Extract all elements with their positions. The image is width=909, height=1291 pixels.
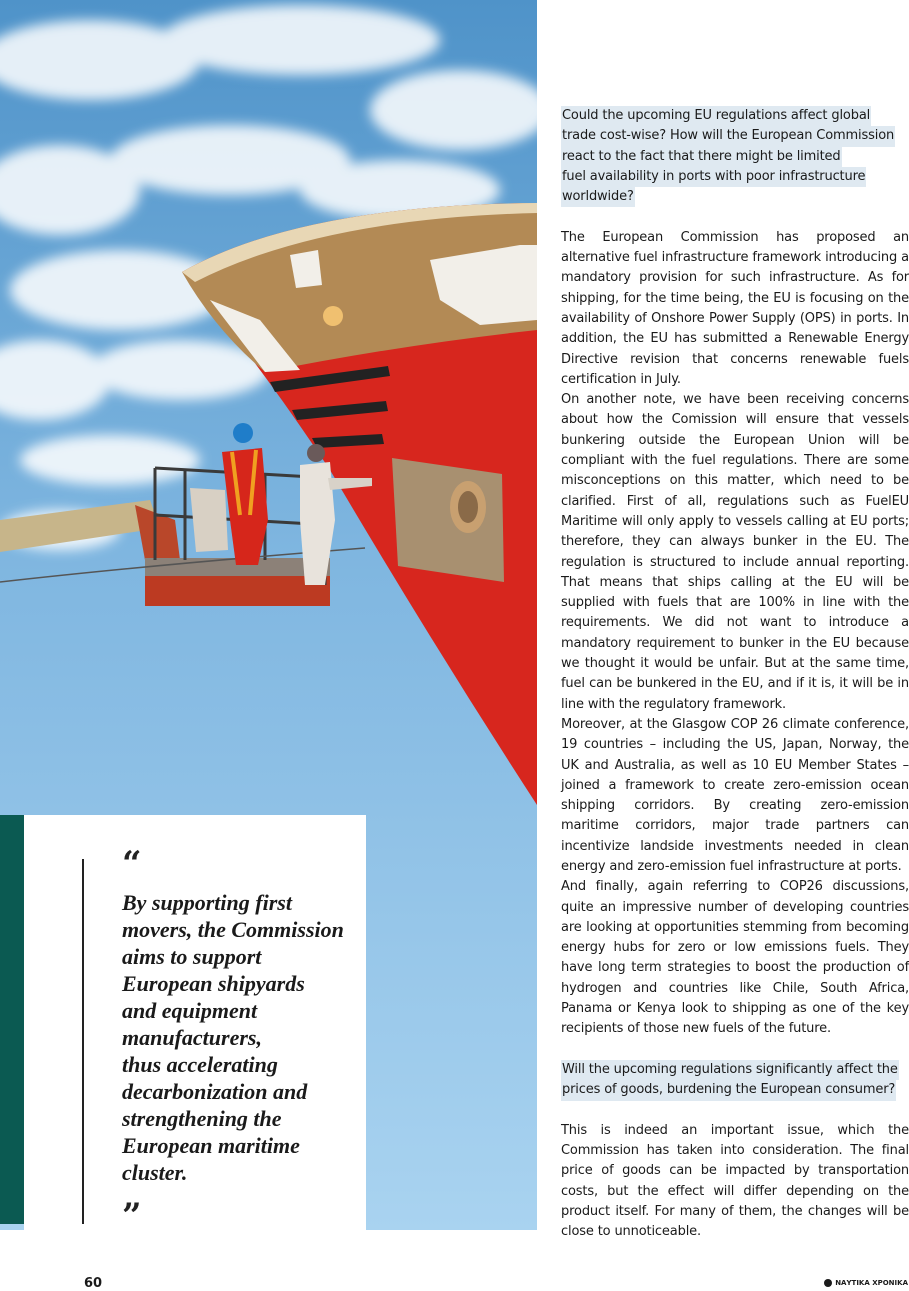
quote-rule <box>82 859 84 1224</box>
quote-line: cluster. <box>122 1160 188 1185</box>
question-line: worldwide? <box>561 187 635 207</box>
brand-logo-icon <box>824 1279 832 1287</box>
page-number: 60 <box>84 1276 103 1291</box>
article-column <box>561 106 909 1243</box>
answer-paragraph: On another note, we have been receiving concerns about how the Comission will ensure that vessels bunkering outside the European Union will be compliant with the fuel regulations. There are some misconceptions on this matter, which need to be clarified. First of all, regulations such as FuelEU Maritime will only apply to vessels calling at EU ports; therefore, they can always bunker in the EU. The regulation is structured to include annual reporting. That means that ships calling at the EU will be supplied with fuels that are 100% in line with the requirements. We did not want to introduce a mandatory requirement to bunker in the EU because we thought it would be unfair. But at the same time, fuel can be bunkered in the EU, and if it is, it will be in line with the regulatory framework. <box>561 392 909 712</box>
quote-line: and equipment <box>122 998 258 1023</box>
answer-paragraph: Moreover, at the Glasgow COP 26 climate conference, 19 countries – including the US, Japan, Norway, the UK and Australia, as well as 10 EU Member States – joined a framework to create zero-emission ocean shipping corridors. By creating zero-emission maritime corridors, major trade partners can incentivize landside investments needed in clean energy and zero-emission fuel infrastructure at ports. <box>561 716 909 874</box>
quote-text <box>122 889 352 1186</box>
open-quote-mark: “ <box>122 844 142 884</box>
quote-line: aims to support <box>122 944 262 969</box>
question-line: Could the upcoming EU regulations affect global <box>561 106 871 126</box>
question-line: react to the fact that there might be limited <box>561 147 842 167</box>
question-line: Will the upcoming regulations significantly affect the <box>561 1060 899 1080</box>
question-1 <box>561 106 909 207</box>
pull-quote <box>24 815 366 1236</box>
close-quote-mark: ” <box>122 1196 142 1236</box>
brand-name: ΝΑΥΤΙΚΑ ΧΡΟΝΙΚΑ <box>835 1279 908 1287</box>
answer-paragraph: The European Commission has proposed an alternative fuel infrastructure framework introducing a mandatory provision for such infrastructure. As for shipping, for the time being, the EU is focusing on the availability of Onshore Power Supply (OPS) in ports. In addition, the EU has submitted a Renewable Energy Directive revision that concerns renewable fuels certification in July. <box>561 229 909 387</box>
question-line: fuel availability in ports with poor infrastructure <box>561 167 866 187</box>
quote-line: thus accelerating <box>122 1052 278 1077</box>
question-line: trade cost-wise? How will the European Commission <box>561 126 895 146</box>
quote-line: movers, the Commission <box>122 917 344 942</box>
question-2 <box>561 1060 909 1101</box>
question-line: prices of goods, burdening the European consumer? <box>561 1080 896 1100</box>
quote-line: strengthening the <box>122 1106 282 1131</box>
quote-line: European shipyards <box>122 971 305 996</box>
answer-paragraph: This is indeed an important issue, which the Commission has taken into consideration. The final price of goods can be impacted by transportation costs, but the effect will differ depending on the product itself. For many of them, the changes will be close to unnoticeable. <box>561 1122 909 1240</box>
quote-line: By supporting first <box>122 890 292 915</box>
publication-brand <box>824 1279 908 1287</box>
accent-bar <box>0 815 24 1224</box>
quote-line: European maritime <box>122 1133 300 1158</box>
quote-line: decarbonization and <box>122 1079 308 1104</box>
quote-line: manufacturers, <box>122 1025 262 1050</box>
answer-paragraph: And finally, again referring to COP26 discussions, quite an impressive number of developing countries are looking at opportunities stemming from becoming energy hubs for zero or low emissions fuels. They have long term strategies to boost the production of hydrogen and countries like Chile, South Africa, Panama or Kenya look to shipping as one of the key recipients of those new fuels of the future. <box>561 879 909 1037</box>
